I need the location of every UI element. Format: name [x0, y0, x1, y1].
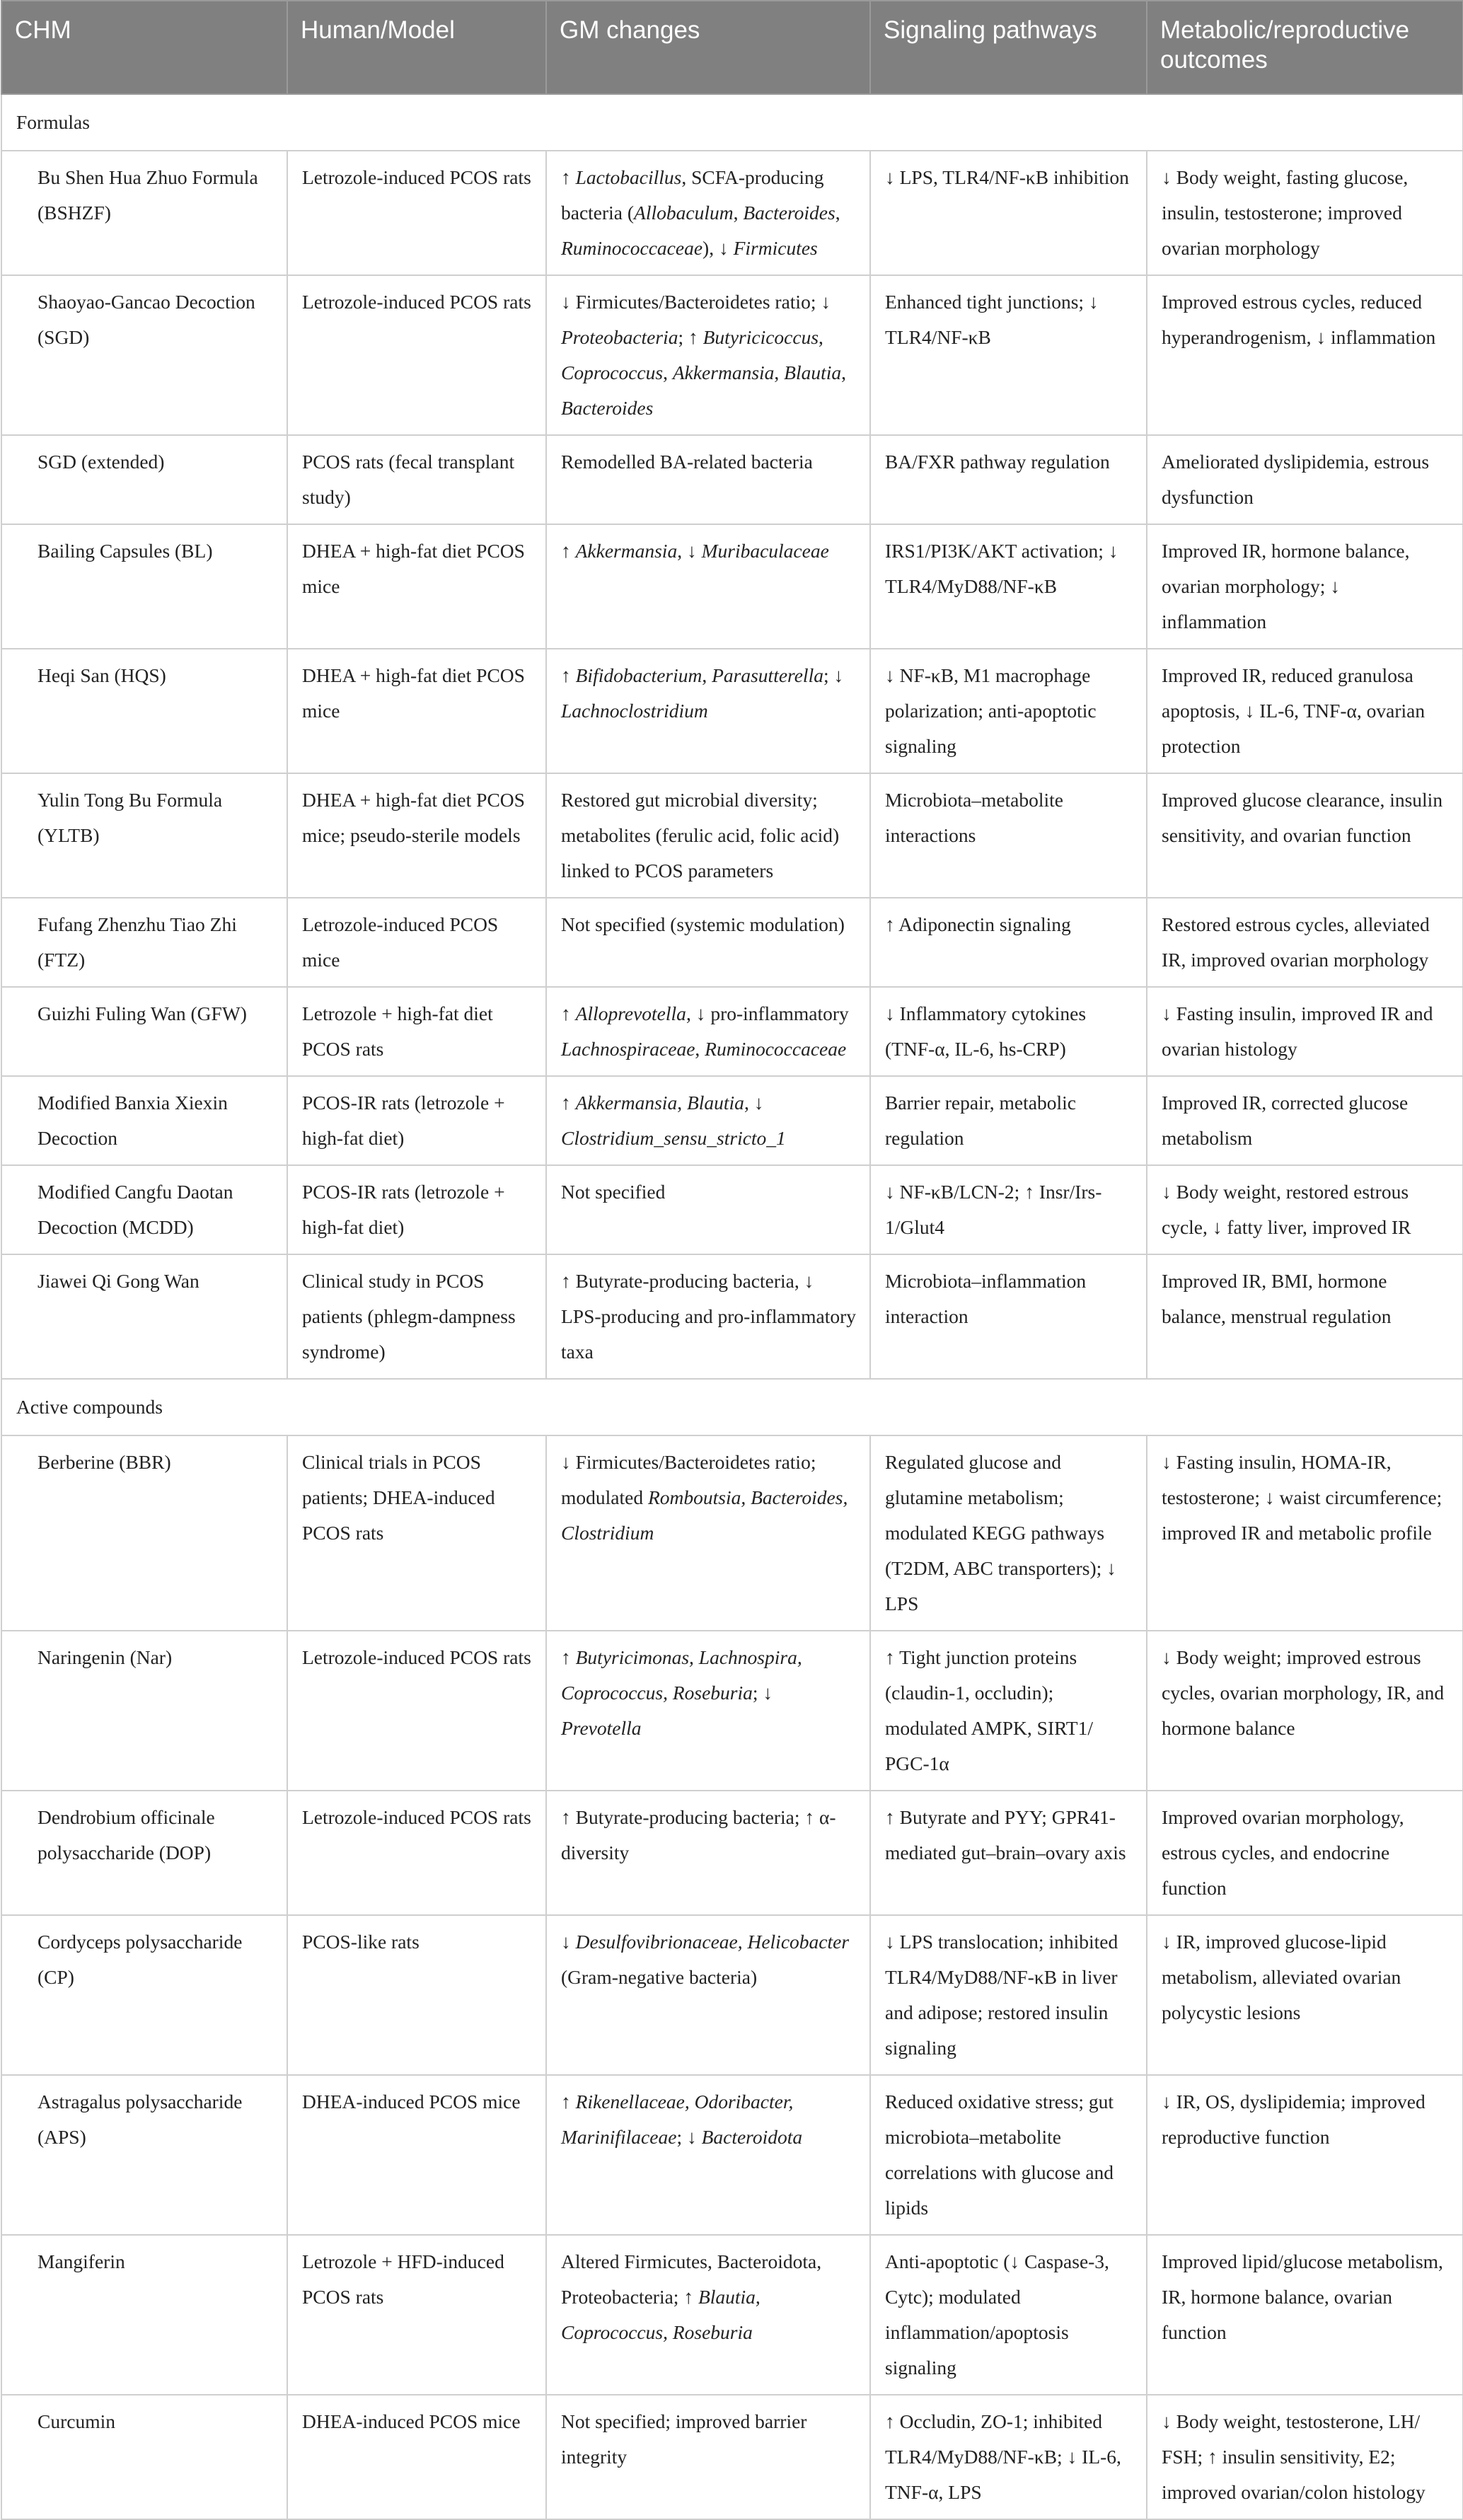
text-run: ,	[733, 202, 744, 224]
table-row	[1, 1915, 1463, 2075]
text-run: Not specified; improved barrier integrity	[561, 2410, 807, 2468]
section-title: Formulas	[1, 94, 1463, 151]
cell-chm	[1, 275, 287, 435]
taxon-name: Akkermansia	[575, 540, 678, 562]
header-chm: CHM	[1, 1, 287, 94]
cell-gm-changes	[546, 1631, 870, 1791]
text-run: ↑	[561, 1092, 576, 1114]
cell-chm	[1, 649, 287, 773]
text-run: Microbiota–inflammation interaction	[885, 1270, 1087, 1327]
header-row	[1, 1, 1463, 94]
text-run: Improved estrous cycles, reduced hyperandrogenism, ↓ inflammation	[1162, 291, 1436, 348]
text-run: ↑	[561, 166, 576, 188]
text-run: ↓ Firmicutes/Bacteroidetes ratio; modulated	[561, 1451, 816, 1508]
taxon-name: Blautia	[686, 1092, 744, 1114]
text-run: Guizhi Fuling Wan (GFW)	[37, 1002, 247, 1024]
cell-human-model	[287, 2235, 546, 2395]
table-row	[1, 1631, 1463, 1791]
text-run: ↑ Occludin, ZO-1; inhibited TLR4/MyD88/NF-κB; ↓ IL-6, TNF-α, LPS	[885, 2410, 1121, 2503]
cell-signaling-pathways	[870, 1076, 1147, 1165]
taxon-name: Parasutterella	[712, 664, 823, 686]
cell-chm	[1, 1915, 287, 2075]
text-run: ; ↓	[752, 1682, 773, 1704]
cell-chm	[1, 2075, 287, 2235]
cell-human-model	[287, 1791, 546, 1915]
cell-signaling-pathways	[870, 987, 1147, 1076]
text-run: ↑	[561, 664, 576, 686]
taxon-name: Clostridium_sensu_stricto_1	[561, 1127, 786, 1149]
text-run: Letrozole-induced PCOS rats	[302, 291, 531, 313]
text-run: Naringenin (Nar)	[37, 1646, 173, 1668]
text-run: Regulated glucose and glutamine metabolism; modulated KEGG pathways (T2DM, ABC transporters); ↓ LPS	[885, 1451, 1116, 1614]
text-run: Fufang Zhenzhu Tiao Zhi (FTZ)	[37, 913, 237, 971]
taxon-name: Lactobacillus	[575, 166, 682, 188]
cell-chm	[1, 435, 287, 524]
text-run: Clinical study in PCOS patients (phlegm-dampness syndrome)	[302, 1270, 516, 1363]
taxon-name: Akkermansia	[672, 362, 775, 383]
text-run: ↓ NF-κB/LCN-2; ↑ Insr/Irs-1/Glut4	[885, 1181, 1102, 1238]
text-run: , ↓	[677, 540, 702, 562]
text-run: ), ↓	[702, 237, 734, 259]
cell-gm-changes	[546, 435, 870, 524]
table-row	[1, 435, 1463, 524]
text-run: ↑	[561, 1002, 576, 1024]
text-run: DHEA + high-fat diet PCOS mice	[302, 664, 525, 722]
cell-signaling-pathways	[870, 1791, 1147, 1915]
taxon-name: Muribaculaceae	[701, 540, 829, 562]
cell-signaling-pathways	[870, 151, 1147, 275]
cell-signaling-pathways	[870, 1631, 1147, 1791]
cell-chm	[1, 1435, 287, 1631]
header-signaling-pathways: Signaling pathways	[870, 1, 1147, 94]
cell-signaling-pathways	[870, 649, 1147, 773]
text-run: ↓ LPS, TLR4/NF-κB inhibition	[885, 166, 1129, 188]
cell-gm-changes	[546, 1254, 870, 1379]
cell-chm	[1, 2235, 287, 2395]
cell-gm-changes	[546, 898, 870, 987]
table-row	[1, 1165, 1463, 1254]
cell-gm-changes	[546, 2395, 870, 2519]
cell-chm	[1, 1791, 287, 1915]
taxon-name: Firmicutes	[733, 237, 818, 259]
text-run: PCOS-like rats	[302, 1931, 420, 1953]
cell-chm	[1, 987, 287, 1076]
text-run: Cordyceps polysaccharide (CP)	[37, 1931, 243, 1988]
text-run: DHEA-induced PCOS mice	[302, 2091, 521, 2112]
taxon-name: Rikenellaceae, Odoribacter, Marinifilaceae	[561, 2091, 794, 2148]
cell-signaling-pathways	[870, 435, 1147, 524]
text-run: ↑	[561, 540, 576, 562]
cell-outcomes	[1147, 1435, 1463, 1631]
header-human-model: Human/Model	[287, 1, 546, 94]
text-run: Modified Cangfu Daotan Decoction (MCDD)	[37, 1181, 233, 1238]
cell-outcomes	[1147, 1165, 1463, 1254]
text-run: , SCFA-producing bacteria (	[561, 166, 824, 224]
text-run: Barrier repair, metabolic regulation	[885, 1092, 1076, 1149]
cell-gm-changes	[546, 2075, 870, 2235]
table-row	[1, 649, 1463, 773]
taxon-name: Bacteroidota	[701, 2126, 803, 2148]
cell-human-model	[287, 2075, 546, 2235]
cell-human-model	[287, 524, 546, 649]
cell-human-model	[287, 773, 546, 898]
cell-signaling-pathways	[870, 773, 1147, 898]
text-run: ,	[835, 202, 840, 224]
text-run: IRS1/PI3K/AKT activation; ↓ TLR4/MyD88/NF-κB	[885, 540, 1118, 597]
taxon-name: Bacteroides	[743, 202, 835, 224]
taxon-name: Allobaculum	[634, 202, 734, 224]
table-row	[1, 151, 1463, 275]
table-row	[1, 2235, 1463, 2395]
taxon-name: Ruminococcaceae	[705, 1038, 847, 1060]
cell-human-model	[287, 649, 546, 773]
text-run: Not specified	[561, 1181, 666, 1203]
taxon-name: Butyricicoccus	[702, 326, 819, 348]
cell-outcomes	[1147, 649, 1463, 773]
cell-gm-changes	[546, 1915, 870, 2075]
cell-signaling-pathways	[870, 2075, 1147, 2235]
text-run: ; ↓	[823, 664, 844, 686]
text-run: ↓ IR, improved glucose-lipid metabolism, alleviated ovarian polycystic lesions	[1162, 1931, 1401, 2023]
cell-gm-changes	[546, 1791, 870, 1915]
cell-human-model	[287, 435, 546, 524]
text-run: ↓ Body weight, fasting glucose, insulin, testosterone; improved ovarian morphology	[1162, 166, 1409, 259]
text-run: Reduced oxidative stress; gut microbiota–metabolite correlations with glucose and lipids	[885, 2091, 1114, 2219]
text-run: PCOS-IR rats (letrozole + high-fat diet)	[302, 1092, 505, 1149]
cell-signaling-pathways	[870, 524, 1147, 649]
cell-human-model	[287, 1076, 546, 1165]
text-run: Improved IR, corrected glucose metabolism	[1162, 1092, 1409, 1149]
text-run: Mangiferin	[37, 2250, 125, 2272]
text-run: Remodelled BA-related bacteria	[561, 451, 813, 473]
taxon-name: Bacteroides	[561, 397, 654, 419]
text-run: ↑ Butyrate and PYY; GPR41-mediated gut–brain–ovary axis	[885, 1806, 1126, 1863]
cell-chm	[1, 1254, 287, 1379]
text-run: , ↓	[744, 1092, 764, 1114]
text-run: ↑ Butyrate-producing bacteria, ↓ LPS-producing and pro-inflammatory taxa	[561, 1270, 856, 1363]
text-run: ,	[819, 326, 823, 348]
table-row	[1, 2395, 1463, 2519]
text-run: BA/FXR pathway regulation	[885, 451, 1110, 473]
taxon-name: Lachnospiraceae	[561, 1038, 695, 1060]
cell-signaling-pathways	[870, 2235, 1147, 2395]
cell-chm	[1, 151, 287, 275]
cell-gm-changes	[546, 275, 870, 435]
text-run: Ameliorated dyslipidemia, estrous dysfunction	[1162, 451, 1430, 508]
text-run: ↓ Fasting insulin, HOMA-IR, testosterone; ↓ waist circumference; improved IR and metabolic profile	[1162, 1451, 1442, 1544]
text-run: , ↓ pro-inflammatory	[686, 1002, 849, 1024]
text-run: Astragalus polysaccharide (APS)	[37, 2091, 243, 2148]
text-run: Shaoyao-Gancao Decoction (SGD)	[37, 291, 255, 348]
text-run: Improved lipid/glucose metabolism, IR, hormone balance, ovarian function	[1162, 2250, 1443, 2343]
text-run: Berberine (BBR)	[37, 1451, 171, 1473]
table-row	[1, 1254, 1463, 1379]
cell-outcomes	[1147, 2395, 1463, 2519]
cell-outcomes	[1147, 524, 1463, 649]
text-run: ,	[841, 362, 847, 383]
text-run: ,	[663, 362, 673, 383]
text-run: ,	[702, 664, 712, 686]
text-run: ↓ Fasting insulin, improved IR and ovarian histology	[1162, 1002, 1433, 1060]
section-row	[1, 94, 1463, 151]
cell-signaling-pathways	[870, 1165, 1147, 1254]
text-run: ↑ Butyrate-producing bacteria; ↑ α-diversity	[561, 1806, 836, 1863]
text-run: ,	[677, 1092, 687, 1114]
chm-gut-microbiota-table	[1, 0, 1463, 2520]
text-run: ↓ LPS translocation; inhibited TLR4/MyD88/NF-κB in liver and adipose; restored insulin signaling	[885, 1931, 1118, 2059]
text-run: (Gram-negative bacteria)	[561, 1966, 758, 1988]
cell-chm	[1, 2395, 287, 2519]
table-row	[1, 987, 1463, 1076]
cell-chm	[1, 1631, 287, 1791]
cell-signaling-pathways	[870, 275, 1147, 435]
cell-outcomes	[1147, 1254, 1463, 1379]
cell-outcomes	[1147, 898, 1463, 987]
cell-chm	[1, 1165, 287, 1254]
cell-human-model	[287, 987, 546, 1076]
cell-chm	[1, 1076, 287, 1165]
table-row	[1, 1791, 1463, 1915]
taxon-name: Desulfovibrionaceae, Helicobacter	[575, 1931, 850, 1953]
header-outcomes: Metabolic/reproductive outcomes	[1147, 1, 1463, 94]
cell-gm-changes	[546, 1165, 870, 1254]
table-row	[1, 524, 1463, 649]
text-run: Improved IR, reduced granulosa apoptosis, ↓ IL-6, TNF-α, ovarian protection	[1162, 664, 1426, 757]
cell-signaling-pathways	[870, 1915, 1147, 2075]
cell-signaling-pathways	[870, 898, 1147, 987]
text-run: DHEA + high-fat diet PCOS mice; pseudo-sterile models	[302, 789, 525, 846]
text-run: Anti-apoptotic (↓ Caspase-3, Cytc); modulated inflammation/apoptosis signaling	[885, 2250, 1109, 2379]
cell-human-model	[287, 1631, 546, 1791]
text-run: ↓	[561, 1931, 576, 1953]
taxon-name: Ruminococcaceae	[561, 237, 703, 259]
cell-outcomes	[1147, 1791, 1463, 1915]
header-gm-changes: GM changes	[546, 1, 870, 94]
cell-signaling-pathways	[870, 1254, 1147, 1379]
taxon-name: Akkermansia	[575, 1092, 678, 1114]
cell-human-model	[287, 151, 546, 275]
cell-human-model	[287, 898, 546, 987]
cell-gm-changes	[546, 1076, 870, 1165]
cell-outcomes	[1147, 275, 1463, 435]
text-run: DHEA-induced PCOS mice	[302, 2410, 521, 2432]
cell-outcomes	[1147, 435, 1463, 524]
text-run: ↓ Body weight; improved estrous cycles, ovarian morphology, IR, and hormone balance	[1162, 1646, 1445, 1739]
cell-gm-changes	[546, 151, 870, 275]
taxon-name: Blautia	[784, 362, 842, 383]
taxon-name: Romboutsia, Bacteroides, Clostridium	[561, 1486, 848, 1544]
cell-gm-changes	[546, 987, 870, 1076]
cell-outcomes	[1147, 1631, 1463, 1791]
text-run: ↓ Body weight, testosterone, LH/ FSH; ↑ insulin sensitivity, E2; improved ovarian/colon histology	[1162, 2410, 1426, 2503]
text-run: ↑ Tight junction proteins (claudin-1, occludin); modulated AMPK, SIRT1/ PGC-1α	[885, 1646, 1093, 1774]
taxon-name: Proteobacteria	[561, 326, 678, 348]
text-run: Restored estrous cycles, alleviated IR, improved ovarian morphology	[1162, 913, 1430, 971]
table-body	[1, 94, 1463, 2519]
text-run: Restored gut microbial diversity; metabolites (ferulic acid, folic acid) linked to PCOS parameters	[561, 789, 840, 882]
text-run: Modified Banxia Xiexin Decoction	[37, 1092, 228, 1149]
cell-human-model	[287, 1254, 546, 1379]
table-row	[1, 898, 1463, 987]
cell-human-model	[287, 1435, 546, 1631]
table-row	[1, 2075, 1463, 2235]
taxon-name: Prevotella	[561, 1717, 642, 1739]
cell-human-model	[287, 275, 546, 435]
table-row	[1, 1076, 1463, 1165]
text-run: Letrozole + high-fat diet PCOS rats	[302, 1002, 493, 1060]
cell-chm	[1, 898, 287, 987]
cell-outcomes	[1147, 987, 1463, 1076]
cell-outcomes	[1147, 1076, 1463, 1165]
table-row	[1, 275, 1463, 435]
text-run: PCOS-IR rats (letrozole + high-fat diet)	[302, 1181, 505, 1238]
taxon-name: Butyricimonas, Lachnospira, Coprococcus, Roseburia	[561, 1646, 802, 1704]
text-run: Letrozole-induced PCOS rats	[302, 1646, 531, 1668]
text-run: Improved IR, BMI, hormone balance, menstrual regulation	[1162, 1270, 1392, 1327]
text-run: Not specified (systemic modulation)	[561, 913, 845, 935]
taxon-name: Blautia, Coprococcus, Roseburia	[561, 2286, 761, 2343]
text-run: Clinical trials in PCOS patients; DHEA-induced PCOS rats	[302, 1451, 495, 1544]
text-run: DHEA + high-fat diet PCOS mice	[302, 540, 525, 597]
taxon-name: Alloprevotella	[575, 1002, 686, 1024]
text-run: Improved IR, hormone balance, ovarian morphology; ↓ inflammation	[1162, 540, 1410, 632]
text-run: Bailing Capsules (BL)	[37, 540, 213, 562]
text-run: SGD (extended)	[37, 451, 165, 473]
text-run: Improved ovarian morphology, estrous cycles, and endocrine function	[1162, 1806, 1404, 1899]
cell-chm	[1, 773, 287, 898]
cell-gm-changes	[546, 773, 870, 898]
text-run: ↑ Adiponectin signaling	[885, 913, 1071, 935]
section-title: Active compounds	[1, 1379, 1463, 1435]
cell-gm-changes	[546, 524, 870, 649]
text-run: ↓ Firmicutes/Bacteroidetes ratio; ↓	[561, 291, 831, 313]
text-run: Improved glucose clearance, insulin sensitivity, and ovarian function	[1162, 789, 1443, 846]
table-row	[1, 773, 1463, 898]
table-row	[1, 1435, 1463, 1631]
text-run: ; ↓	[676, 2126, 702, 2148]
text-run: Yulin Tong Bu Formula (YLTB)	[37, 789, 223, 846]
cell-gm-changes	[546, 1435, 870, 1631]
text-run: PCOS rats (fecal transplant study)	[302, 451, 515, 508]
text-run: ↑	[561, 1646, 576, 1668]
cell-outcomes	[1147, 2075, 1463, 2235]
cell-gm-changes	[546, 649, 870, 773]
taxon-name: Bifidobacterium	[575, 664, 702, 686]
cell-human-model	[287, 2395, 546, 2519]
text-run: Letrozole-induced PCOS rats	[302, 166, 531, 188]
cell-outcomes	[1147, 151, 1463, 275]
text-run: Letrozole + HFD-induced PCOS rats	[302, 2250, 504, 2308]
text-run: ↓ Body weight, restored estrous cycle, ↓ fatty liver, improved IR	[1162, 1181, 1411, 1238]
text-run: Altered Firmicutes, Bacteroidota, Proteobacteria; ↑	[561, 2250, 822, 2308]
text-run: ↑	[561, 2091, 576, 2112]
text-run: Microbiota–metabolite interactions	[885, 789, 1064, 846]
cell-outcomes	[1147, 773, 1463, 898]
text-run: Dendrobium officinale polysaccharide (DOP)	[37, 1806, 215, 1863]
section-row	[1, 1379, 1463, 1435]
taxon-name: Coprococcus	[561, 362, 664, 383]
text-run: Enhanced tight junctions; ↓ TLR4/NF-κB	[885, 291, 1099, 348]
cell-gm-changes	[546, 2235, 870, 2395]
text-run: ,	[695, 1038, 705, 1060]
cell-outcomes	[1147, 1915, 1463, 2075]
cell-human-model	[287, 1165, 546, 1254]
cell-signaling-pathways	[870, 1435, 1147, 1631]
cell-chm	[1, 524, 287, 649]
text-run: ,	[774, 362, 785, 383]
text-run: ; ↑	[678, 326, 703, 348]
cell-human-model	[287, 1915, 546, 2075]
taxon-name: Lachnoclostridium	[561, 700, 708, 722]
text-run: Curcumin	[37, 2410, 115, 2432]
cell-signaling-pathways	[870, 2395, 1147, 2519]
text-run: ↓ IR, OS, dyslipidemia; improved reproductive function	[1162, 2091, 1426, 2148]
text-run: Jiawei Qi Gong Wan	[37, 1270, 200, 1292]
cell-outcomes	[1147, 2235, 1463, 2395]
text-run: Bu Shen Hua Zhuo Formula (BSHZF)	[37, 166, 258, 224]
text-run: ↓ Inflammatory cytokines (TNF-α, IL-6, hs-CRP)	[885, 1002, 1087, 1060]
text-run: Heqi San (HQS)	[37, 664, 166, 686]
text-run: Letrozole-induced PCOS rats	[302, 1806, 531, 1828]
text-run: Letrozole-induced PCOS mice	[302, 913, 499, 971]
text-run: ↓ NF-κB, M1 macrophage polarization; anti-apoptotic signaling	[885, 664, 1097, 757]
